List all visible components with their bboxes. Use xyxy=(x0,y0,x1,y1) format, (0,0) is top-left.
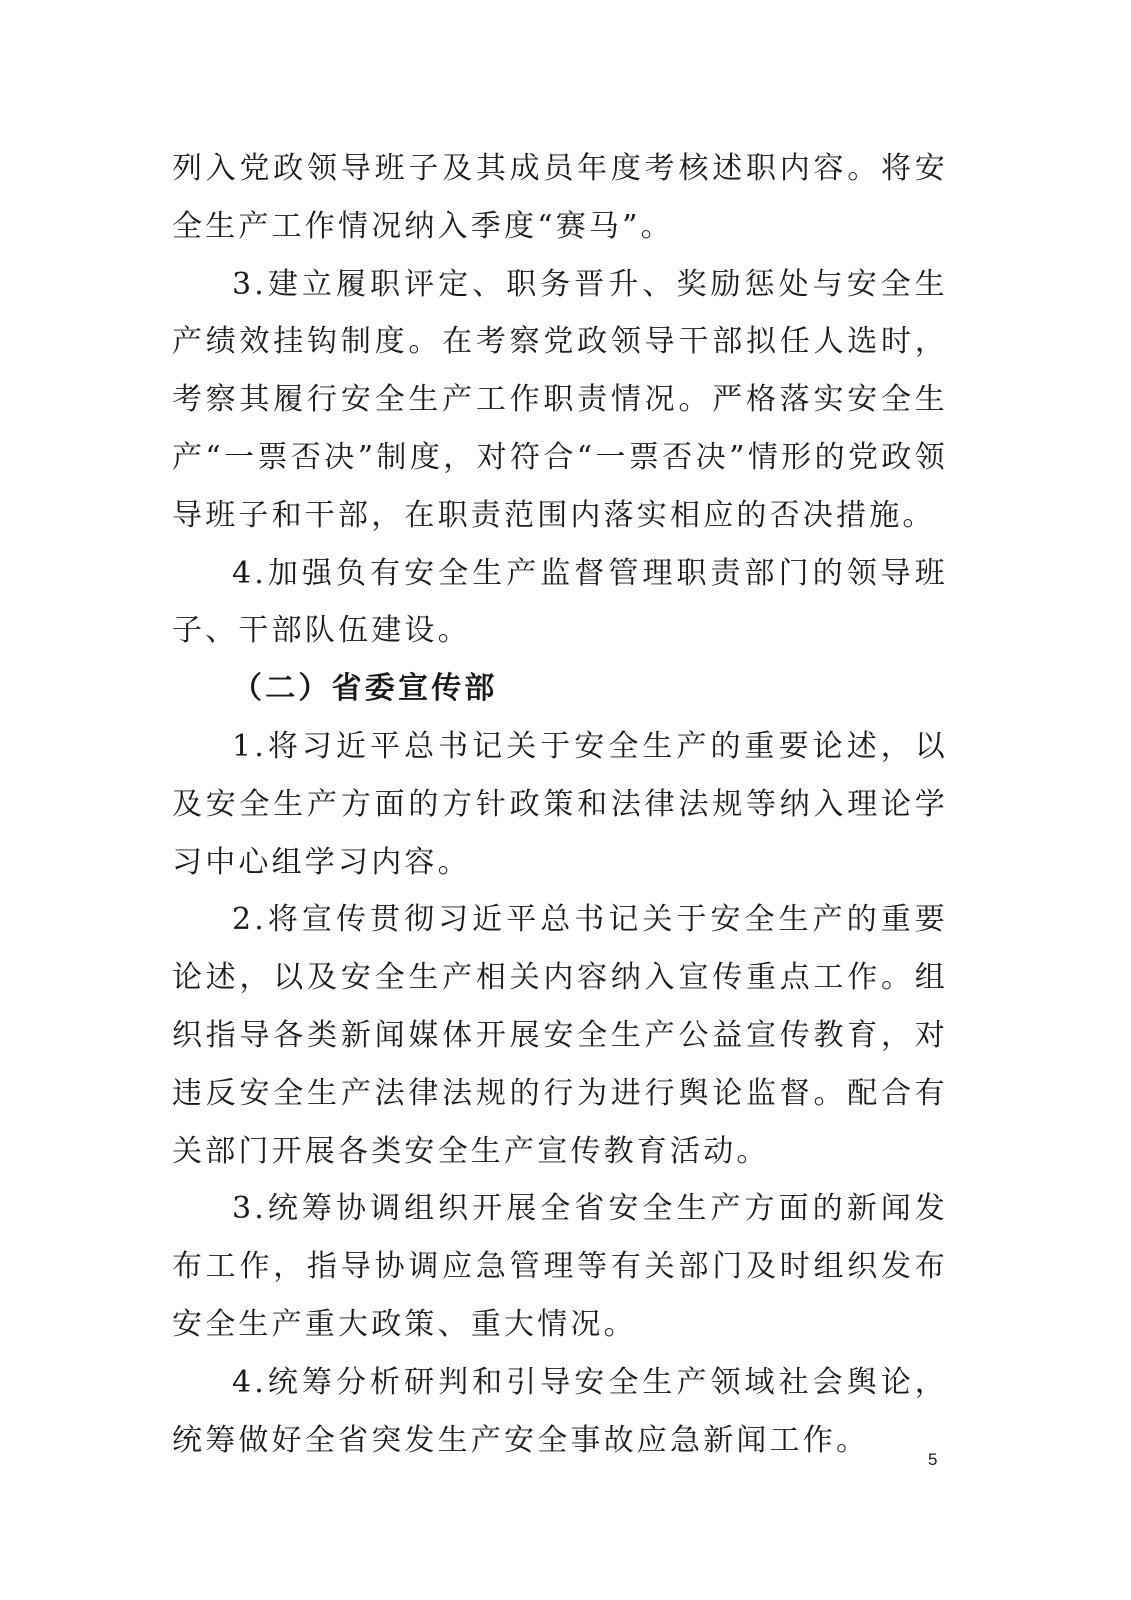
section-heading: （二）省委宣传部 xyxy=(232,671,498,707)
paragraph-continuation: 列入党政领导班子及其成员年度考核述职内容。将安全生产工作情况纳入季度“赛马”。 xyxy=(172,151,948,244)
paragraph-item-4: 4.加强负有安全生产监督管理职责部门的领导班子、干部队伍建设。 xyxy=(172,555,948,649)
paragraph-item-3: 3.建立履职评定、职务晋升、奖励惩处与安全生产绩效挂钩制度。在考察党政领导干部拟任人选时，考察其履行安全生产工作职责情况。严格落实安全生产“一票否决”制度，对符合“一票否决”情形的党政领导班子和干部，在职责范围内落实相应的否决措施。 xyxy=(172,266,948,533)
paragraph-propaganda-item-2: 2.将宣传贯彻习近平总书记关于安全生产的重要论述，以及安全生产相关内容纳入宣传重点工作。组织指导各类新闻媒体开展安全生产公益宣传教育，对违反安全生产法律法规的行为进行舆论监督。配合有关部门开展各类安全生产宣传教育活动。 xyxy=(172,902,948,1169)
document-body xyxy=(172,140,948,1469)
paragraph-propaganda-item-1: 1.将习近平总书记关于安全生产的重要论述，以及安全生产方面的方针政策和法律法规等纳入理论学习中心组学习内容。 xyxy=(172,728,948,880)
paragraph-propaganda-item-4: 4.统筹分析研判和引导安全生产领域社会舆论，统筹做好全省突发生产安全事故应急新闻工作。 xyxy=(172,1364,948,1458)
page-number: 5 xyxy=(928,1450,938,1469)
paragraph-propaganda-item-3: 3.统筹协调组织开展全省安全生产方面的新闻发布工作，指导协调应急管理等有关部门及时组织发布安全生产重大政策、重大情况。 xyxy=(172,1191,948,1342)
